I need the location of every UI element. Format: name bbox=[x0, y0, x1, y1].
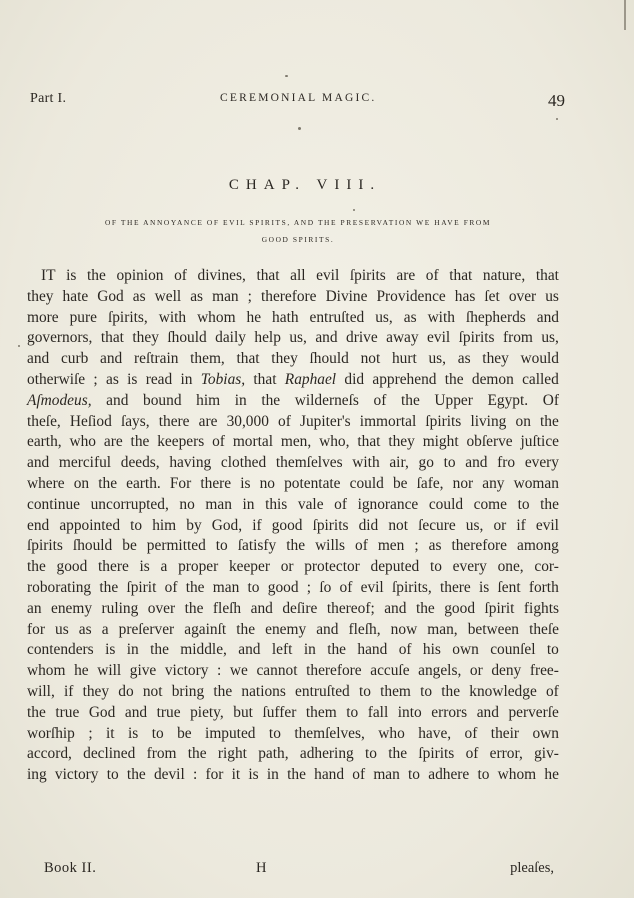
text-line: continue uncorrupted, no man in this vale of ignorance could come to the bbox=[27, 495, 559, 513]
ink-speck bbox=[285, 75, 288, 77]
ink-speck bbox=[18, 345, 20, 347]
text-line: the true God and true piety, but ſuffer them to fall into errors and perverſe bbox=[27, 703, 559, 721]
chapter-title: CHAP. VIII. bbox=[228, 177, 382, 193]
text-line: otherwiſe ; as is read in Tobias, that Raphael did apprehend the demon called bbox=[27, 370, 559, 388]
running-head-title: CEREMONIAL MAGIC. bbox=[220, 92, 377, 104]
text-line: for us as a preſerver againſt the enemy and fleſh, now man, between theſe bbox=[27, 620, 559, 638]
text-line: contenders is in the middle, and left in the hand of his own counſel to bbox=[27, 641, 559, 659]
footer-book-label: Book II. bbox=[44, 860, 97, 876]
catchword: pleaſes, bbox=[510, 860, 554, 876]
ink-speck bbox=[353, 209, 355, 211]
running-head-part: Part I. bbox=[30, 91, 67, 106]
text-line: worſhip ; it is to be imputed to themſelves, who have, of their own bbox=[27, 724, 559, 742]
text-line: ſpirits ſhould be permitted to ſatisfy the wills of men ; as therefore among bbox=[27, 537, 559, 555]
text-line: and curb and reſtrain them, that they ſhould not hurt us, as they would bbox=[27, 350, 559, 368]
page-edge-mark bbox=[624, 0, 626, 30]
text-line: will, if they do not bring the nations entruſted to them to the knowledge of bbox=[27, 682, 559, 700]
text-line: end appointed to him by God, if good ſpirits did not ſecure us, or if evil bbox=[27, 516, 559, 534]
body-text bbox=[27, 266, 559, 786]
text-line: where on the earth. For there is no potentate could be ſafe, nor any woman bbox=[27, 474, 559, 492]
text-line: and merciful deeds, having clothed themſelves with air, go to and fro every bbox=[27, 454, 559, 472]
ink-speck bbox=[556, 118, 558, 120]
text-line: IT is the opinion of divines, that all evil ſpirits are of that nature, that bbox=[41, 267, 559, 284]
text-line: Aſmodeus, and bound him in the wilderneſs of the Upper Egypt. Of bbox=[27, 391, 559, 409]
text-line: they hate God as well as man ; therefore Divine Providence has ſet over us bbox=[27, 287, 559, 305]
ink-speck bbox=[298, 127, 301, 130]
chapter-subtitle-line: GOOD SPIRITS. bbox=[261, 235, 335, 244]
text-line: theſe, Heſiod ſays, there are 30,000 of Jupiter's immortal ſpirits living on the bbox=[27, 412, 559, 430]
text-line: roborating the ſpirit of the man to good ; ſo of evil ſpirits, there is ſent forth bbox=[27, 578, 559, 596]
page-footer bbox=[44, 860, 554, 880]
text-line: more pure ſpirits, with whom he hath entruſted us, as with ſhepherds and bbox=[27, 308, 559, 326]
text-line: accord, declined from the right path, adhering to the ſpirits of error, giv- bbox=[27, 745, 559, 763]
text-line: governors, that they ſhould daily help us, and drive away evil ſpirits from us, bbox=[27, 329, 559, 347]
text-line: an enemy ruling over the fleſh and deſire thereof; and the good ſpirit fights bbox=[27, 599, 559, 617]
chapter-subtitle bbox=[56, 214, 540, 248]
text-line: earth, who are the keepers of mortal men, who, that they might obſerve juſtice bbox=[27, 433, 559, 451]
page-number: 49 bbox=[548, 91, 565, 110]
text-line: ing victory to the devil : for it is in the hand of man to adhere to whom he bbox=[27, 766, 559, 784]
chapter-subtitle-line: OF THE ANNOYANCE OF EVIL SPIRITS, AND THE PRESERVATION WE HAVE FROM bbox=[104, 218, 492, 227]
text-line: the good there is a proper keeper or protector deputed to every one, cor- bbox=[27, 558, 559, 576]
signature-mark: H bbox=[256, 860, 267, 876]
text-line: whom he will give victory : we cannot therefore accuſe angels, or deny free- bbox=[27, 662, 559, 680]
running-head bbox=[30, 91, 570, 111]
